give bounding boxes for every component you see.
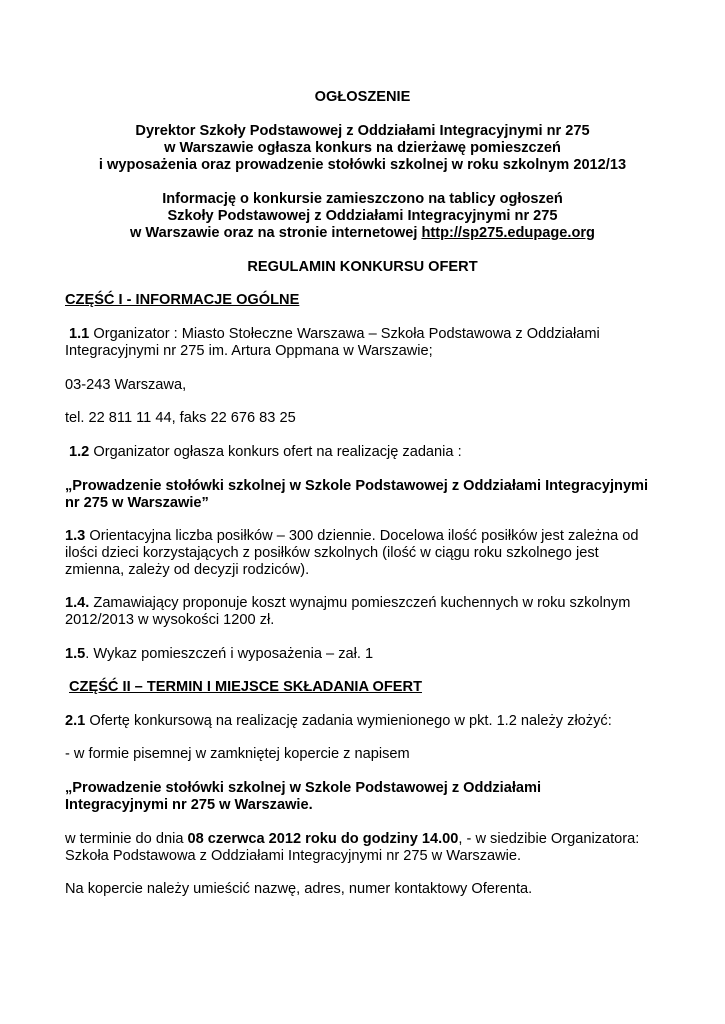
document-title: OGŁOSZENIE bbox=[314, 89, 411, 105]
envelope-title-line-1: „Prowadzenie stołówki szkolnej w Szkole Podstawowej z Oddziałami bbox=[65, 780, 542, 796]
task-title-line-2: nr 275 w Warszawie” bbox=[65, 495, 209, 511]
section-1-3-line-3: zmienna, zależy od decyzji rodziców). bbox=[65, 562, 310, 578]
form-line: - w formie pisemnej w zamkniętej kopercie z napisem bbox=[65, 746, 410, 762]
section-1-1-line-2: Integracyjnymi nr 275 im. Artura Oppmana w Warszawie; bbox=[65, 343, 433, 359]
deadline-line: w terminie do dnia 08 czerwca 2012 roku do godziny 14.00, - w siedzibie Organizatora: bbox=[65, 831, 640, 847]
section-1-3-line-2: ilości dzieci korzystających z posiłków szkolnych (ilość w ciągu roku szkolnego jest bbox=[65, 545, 599, 561]
section-1-1-line-1: 1.1 Organizator : Miasto Stołeczne Warszawa – Szkoła Podstawowa z Oddziałami bbox=[69, 326, 600, 342]
section-1-5: 1.5. Wykaz pomieszczeń i wyposażenia – zał. 1 bbox=[65, 646, 374, 662]
section-1-1-number: 1.1 bbox=[69, 326, 90, 342]
info-line-3 bbox=[0, 224, 725, 242]
part2-heading: CZĘŚĆ II – TERMIN I MIEJSCE SKŁADANIA OFERT bbox=[69, 679, 422, 695]
envelope-info-line: Na kopercie należy umieścić nazwę, adres, numer kontaktowy Oferenta. bbox=[65, 881, 533, 897]
envelope-title-line-2: Integracyjnymi nr 275 w Warszawie. bbox=[65, 797, 313, 813]
regulamin-heading: REGULAMIN KONKURSU OFERT bbox=[247, 259, 478, 275]
section-1-2-number: 1.2 bbox=[69, 444, 90, 460]
section-1-2: 1.2 Organizator ogłasza konkurs ofert na realizację zadania : bbox=[69, 444, 462, 460]
website-link[interactable]: http://sp275.edupage.org bbox=[421, 225, 595, 241]
intro-line-1: Dyrektor Szkoły Podstawowej z Oddziałami Integracyjnymi nr 275 bbox=[135, 123, 590, 139]
info-line-1: Informację o konkursie zamieszczono na tablicy ogłoszeń bbox=[162, 191, 563, 207]
section-2-1: 2.1 Ofertę konkursową na realizację zadania wymienionego w pkt. 1.2 należy złożyć: bbox=[65, 713, 612, 729]
section-1-4-line-1: 1.4. Zamawiający proponuje koszt wynajmu pomieszczeń kuchennych w roku szkolnym bbox=[65, 595, 631, 611]
place-line: Szkoła Podstawowa z Oddziałami Integracyjnymi nr 275 w Warszawie. bbox=[65, 848, 522, 864]
address-line: 03-243 Warszawa, bbox=[65, 377, 187, 393]
section-1-3-line-1: 1.3 Orientacyjna liczba posiłków – 300 dziennie. Docelowa ilość posiłków jest zależna od bbox=[65, 528, 639, 544]
section-2-1-number: 2.1 bbox=[65, 713, 86, 729]
section-1-3-number: 1.3 bbox=[65, 528, 86, 544]
task-title-line-1: „Prowadzenie stołówki szkolnej w Szkole Podstawowej z Oddziałami Integracyjnymi bbox=[65, 478, 649, 494]
info-line-2: Szkoły Podstawowej z Oddziałami Integracyjnymi nr 275 bbox=[167, 208, 558, 224]
intro-line-2: w Warszawie ogłasza konkurs na dzierżawę pomieszczeń bbox=[164, 140, 561, 156]
section-1-4-line-2: 2012/2013 w wysokości 1200 zł. bbox=[65, 612, 275, 628]
intro-line-3: i wyposażenia oraz prowadzenie stołówki szkolnej w roku szkolnym 2012/13 bbox=[98, 157, 627, 173]
deadline-date: 08 czerwca 2012 roku do godziny 14.00 bbox=[187, 831, 459, 847]
phone-line: tel. 22 811 11 44, faks 22 676 83 25 bbox=[65, 410, 296, 426]
part1-heading: CZĘŚĆ I - INFORMACJE OGÓLNE bbox=[65, 292, 300, 308]
section-1-5-number: 1.5 bbox=[65, 646, 86, 662]
section-1-4-number: 1.4. bbox=[65, 595, 90, 611]
info-line-3-text: w Warszawie oraz na stronie internetowej bbox=[130, 225, 422, 241]
